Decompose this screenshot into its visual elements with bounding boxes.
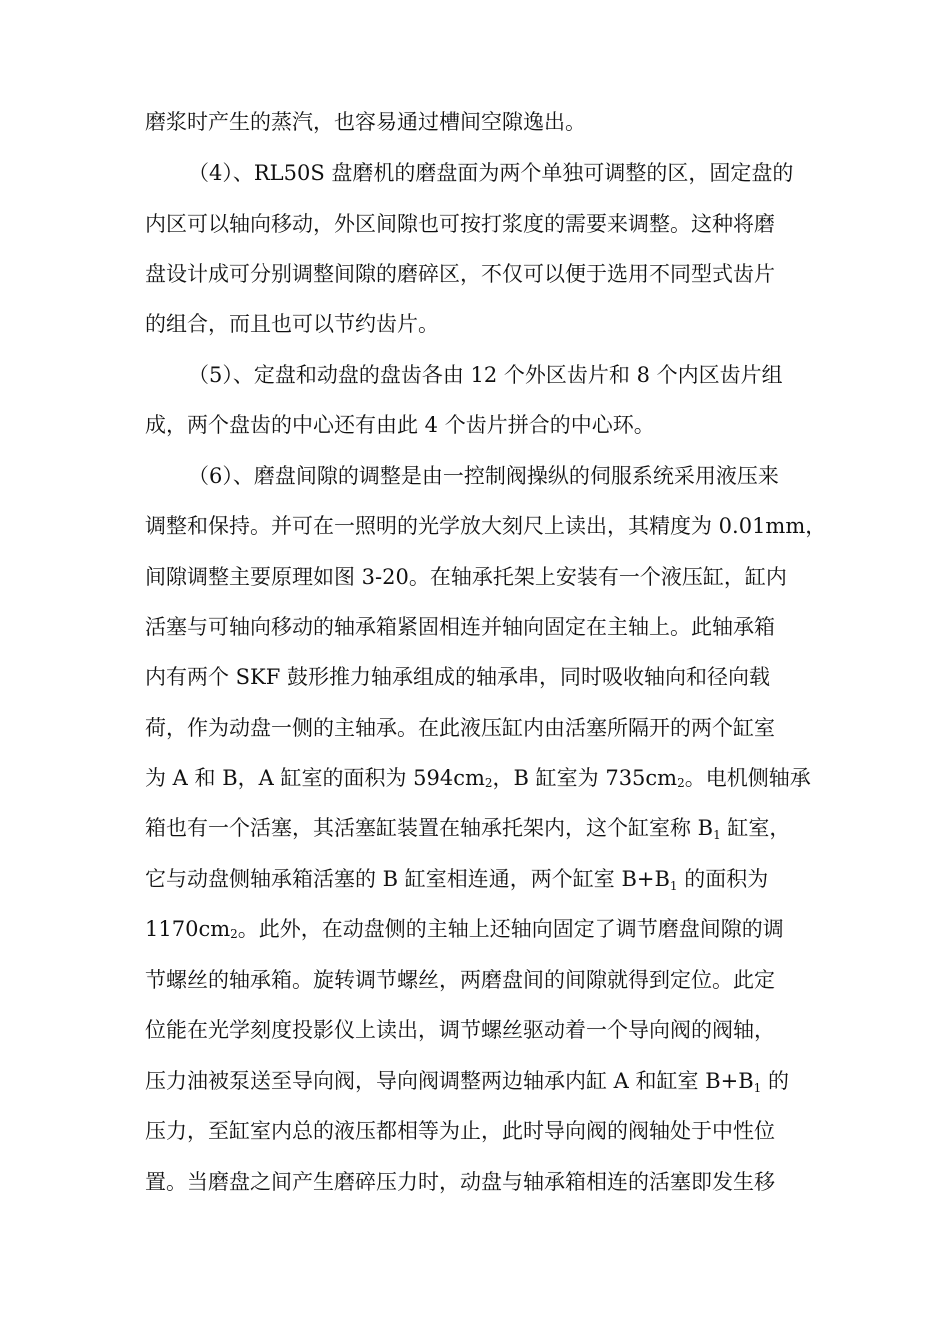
text-line: [145, 764, 811, 795]
superscript: 2: [230, 927, 238, 941]
text-line: 压力，至缸室内总的液压都相等为止，此时导向阀的阀轴处于中性位: [145, 1119, 775, 1143]
text-line: [145, 814, 790, 845]
text-segment: 箱也有一个活塞，其活塞缸装置在轴承托架内，这个缸室称 B: [145, 816, 714, 840]
text-segment: 1170cm: [145, 917, 231, 941]
text-segment: 。电机侧轴承: [684, 766, 811, 790]
superscript: 2: [677, 776, 685, 790]
text-line: （4）、RL50S 盘磨机的磨盘面为两个单独可调整的区，固定盘的: [188, 161, 794, 185]
text-line: （5）、定盘和动盘的盘齿各由 12 个外区齿片和 8 个内区齿片组: [188, 363, 783, 387]
superscript: 2: [484, 776, 493, 790]
text-line: 内区可以轴向移动，外区间隙也可按打浆度的需要来调整。这种将磨: [145, 212, 775, 236]
text-line: 活塞与可轴向移动的轴承箱紧固相连并轴向固定在主轴上。此轴承箱: [145, 615, 775, 639]
text-line: （6）、磨盘间隙的调整是由一控制阀操纵的伺服系统采用液压来: [188, 464, 779, 488]
text-line: 间隙调整主要原理如图 3-20。在轴承托架上安装有一个液压缸，缸内: [145, 565, 787, 589]
text-line: [145, 915, 784, 946]
text-line: [145, 1067, 789, 1098]
text-line: 成，两个盘齿的中心还有由此 4 个齿片拼合的中心环。: [145, 413, 655, 437]
text-segment: 它与动盘侧轴承箱活塞的 B 缸室相连通，两个缸室 B+B: [145, 867, 670, 891]
subscript: 1: [669, 879, 678, 893]
text-segment: 的面积为: [677, 867, 769, 891]
text-line: 荷，作为动盘一侧的主轴承。在此液压缸内由活塞所隔开的两个缸室: [145, 716, 775, 740]
text-line: 磨浆时产生的蒸汽，也容易通过槽间空隙逸出。: [145, 110, 586, 134]
text-segment: ，B 缸室为 735cm: [492, 766, 678, 790]
text-line: 内有两个 SKF 鼓形推力轴承组成的轴承串，同时吸收轴向和径向载: [145, 665, 770, 689]
text-segment: 为 A 和 B，A 缸室的面积为 594cm: [145, 766, 485, 790]
text-segment: 。此外，在动盘侧的主轴上还轴向固定了调节磨盘间隙的调: [237, 917, 784, 941]
text-line: 的组合，而且也可以节约齿片。: [145, 312, 439, 336]
text-line: 位能在光学刻度投影仪上读出，调节螺丝驱动着一个导向阀的阀轴，: [145, 1018, 775, 1042]
text-line: 置。当磨盘之间产生磨碎压力时，动盘与轴承箱相连的活塞即发生移: [145, 1170, 775, 1194]
subscript: 1: [753, 1081, 762, 1095]
text-line: 节螺丝的轴承箱。旋转调节螺丝，两磨盘间的间隙就得到定位。此定: [145, 968, 775, 992]
text-line: 调整和保持。并可在一照明的光学放大刻尺上读出，其精度为 0.01mm，: [145, 514, 827, 538]
text-segment: 的: [761, 1069, 789, 1093]
text-segment: 缸室，: [720, 816, 791, 840]
text-line: 盘设计成可分别调整间隙的磨碎区，不仅可以便于选用不同型式齿片: [145, 262, 775, 286]
text-segment: 压力油被泵送至导向阀，导向阀调整两边轴承内缸 A 和缸室 B+B: [145, 1069, 754, 1093]
subscript: 1: [713, 828, 721, 842]
text-line: [145, 865, 768, 896]
